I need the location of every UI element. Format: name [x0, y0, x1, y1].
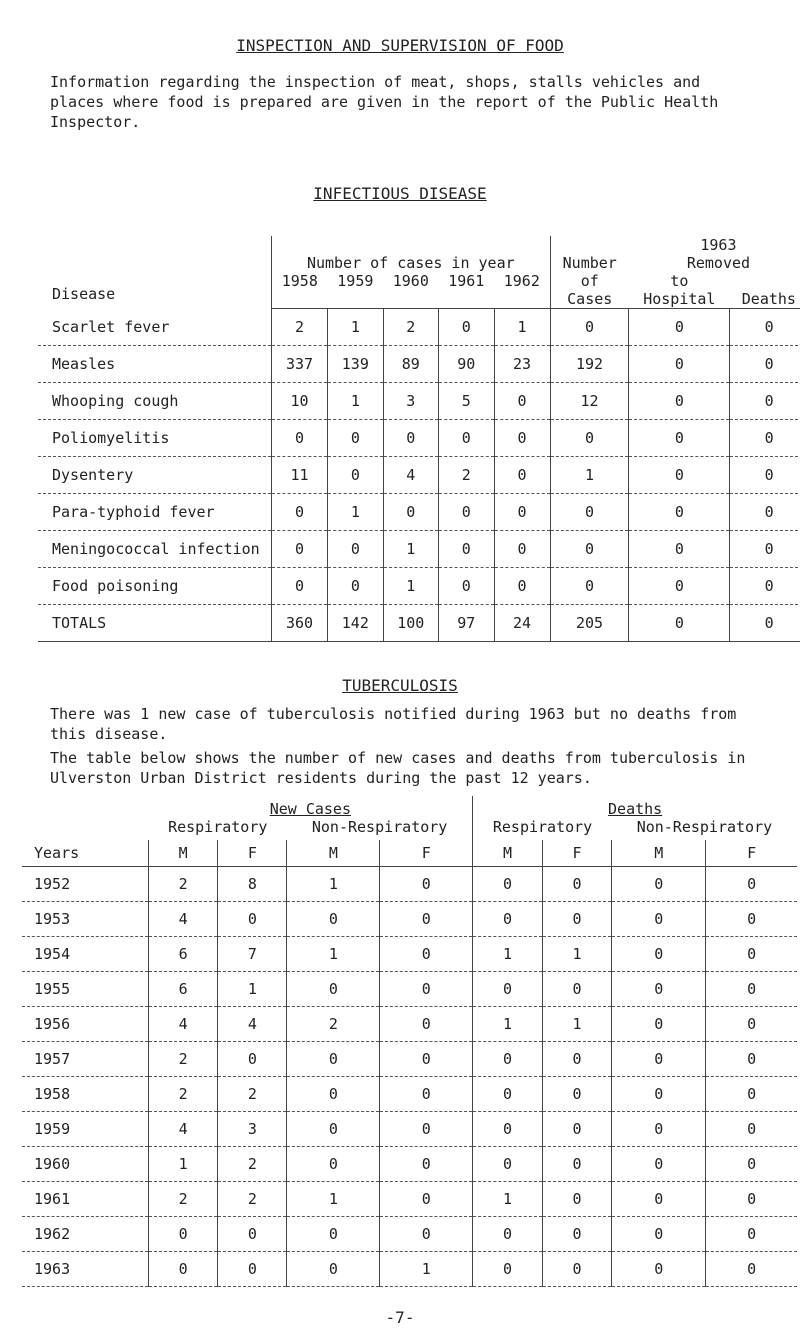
cell-value: 0 [439, 568, 494, 605]
cell-value: 0 [272, 568, 328, 605]
cell-value: 0 [730, 309, 800, 346]
cell-value: 0 [328, 420, 383, 457]
tb-cell-value: 0 [706, 1042, 797, 1077]
disease-name: Dysentery [38, 457, 272, 494]
tb-cell-value: 0 [380, 1112, 473, 1147]
tb-new-cases-header: New Cases [269, 800, 351, 818]
tb-cell-value: 0 [218, 1217, 287, 1252]
tb-cell-value: 0 [612, 1217, 706, 1252]
tb-year: 1962 [22, 1217, 149, 1252]
page-heading: INSPECTION AND SUPERVISION OF FOOD [236, 36, 564, 55]
tb-new-resp-header: Respiratory [168, 818, 268, 836]
tb-cell-value: 0 [473, 1042, 543, 1077]
tb-cell-value: 0 [612, 1182, 706, 1217]
cell-value: 1 [328, 383, 383, 420]
tb-cell-value: 1 [473, 1182, 543, 1217]
tb-cell-value: 0 [612, 972, 706, 1007]
tb-new-nonresp-header: Non-Respiratory [311, 818, 448, 836]
tb-cell-value: 0 [706, 1147, 797, 1182]
year-1960: 1960 [383, 272, 438, 309]
tb-cell-value: 0 [287, 1147, 380, 1182]
tb-cell-value: 0 [473, 1147, 543, 1182]
cell-value: 337 [272, 346, 328, 383]
tb-year: 1957 [22, 1042, 149, 1077]
tb-cell-value: 0 [218, 902, 287, 937]
tb-cell-value: 1 [287, 867, 380, 902]
cell-value: 0 [730, 568, 800, 605]
tb-cell-value: 0 [149, 1252, 218, 1287]
tb-cell-value: 8 [218, 867, 287, 902]
cell-value: 0 [730, 420, 800, 457]
tb-cell-value: 0 [706, 1252, 797, 1287]
tb-year: 1960 [22, 1147, 149, 1182]
cell-value: 139 [328, 346, 383, 383]
tb-year: 1953 [22, 902, 149, 937]
cell-value: 0 [730, 346, 800, 383]
tb-year-row [22, 937, 797, 972]
tb-cell-value: 0 [287, 1217, 380, 1252]
tb-year-row [22, 1147, 797, 1182]
cell-value: 0 [494, 568, 550, 605]
cell-value: 0 [494, 531, 550, 568]
cell-value: 0 [494, 457, 550, 494]
tb-deaths-resp-header: Respiratory [473, 818, 612, 840]
intro-paragraph: Information regarding the inspection of meat, shops, stalls vehicles and places where food is prepared are given in the report of the Public Health Inspector. [50, 73, 719, 131]
tb-m-header: M [287, 840, 380, 867]
cell-value: 0 [494, 420, 550, 457]
cell-value: 0 [550, 531, 629, 568]
cell-value: 4 [383, 457, 438, 494]
tb-cell-value: 2 [149, 867, 218, 902]
tb-cell-value: 0 [706, 902, 797, 937]
tb-year: 1956 [22, 1007, 149, 1042]
tb-f-header: F [380, 840, 473, 867]
tb-cell-value: 2 [218, 1147, 287, 1182]
tb-cell-value: 0 [612, 867, 706, 902]
cell-value: 142 [328, 605, 383, 642]
tb-cell-value: 2 [149, 1077, 218, 1112]
tb-year: 1955 [22, 972, 149, 1007]
tb-m-header: M [473, 840, 543, 867]
tb-cell-value: 0 [149, 1217, 218, 1252]
tb-year-row [22, 1182, 797, 1217]
cell-value: 205 [550, 605, 629, 642]
year-1959: 1959 [328, 272, 383, 309]
cell-value: 90 [439, 346, 494, 383]
tb-cell-value: 4 [149, 1112, 218, 1147]
infectious-disease-table [38, 236, 800, 642]
tb-cell-value: 0 [612, 1112, 706, 1147]
tb-cell-value: 0 [473, 1077, 543, 1112]
tb-cell-value: 0 [542, 1252, 612, 1287]
disease-name: TOTALS [38, 605, 272, 642]
col-cases: of Cases [550, 272, 629, 309]
disease-row [38, 383, 800, 420]
tb-cell-value: 0 [706, 867, 797, 902]
cell-value: 0 [629, 420, 730, 457]
disease-name: Measles [38, 346, 272, 383]
cell-value: 0 [629, 457, 730, 494]
tb-year-row [22, 1252, 797, 1287]
tb-cell-value: 0 [706, 972, 797, 1007]
year-1962: 1962 [494, 272, 550, 309]
tb-cell-value: 0 [473, 1112, 543, 1147]
tb-deaths-header: Deaths [473, 796, 797, 818]
tb-years-header: Years [22, 840, 149, 867]
tb-year-row [22, 1007, 797, 1042]
cell-value: 1 [550, 457, 629, 494]
tb-cell-value: 0 [542, 1147, 612, 1182]
tb-cell-value: 0 [287, 1112, 380, 1147]
cell-value: 1 [494, 309, 550, 346]
cell-value: 0 [629, 568, 730, 605]
disease-row [38, 309, 800, 346]
tb-cell-value: 0 [612, 1077, 706, 1112]
cell-value: 23 [494, 346, 550, 383]
tb-cell-value: 0 [612, 1042, 706, 1077]
tb-cell-value: 0 [542, 902, 612, 937]
tb-cell-value: 0 [473, 1252, 543, 1287]
tb-cell-value: 0 [612, 902, 706, 937]
cell-value: 3 [383, 383, 438, 420]
cell-value: 2 [439, 457, 494, 494]
cell-value: 0 [730, 457, 800, 494]
tb-cell-value: 0 [380, 902, 473, 937]
tuberculosis-title: TUBERCULOSIS [342, 676, 458, 695]
cell-value: 0 [550, 494, 629, 531]
cell-value: 0 [383, 494, 438, 531]
tb-cell-value: 4 [218, 1007, 287, 1042]
tb-cell-value: 2 [149, 1182, 218, 1217]
tb-cell-value: 1 [218, 972, 287, 1007]
cell-value: 1 [383, 531, 438, 568]
cell-value: 0 [328, 568, 383, 605]
tb-year: 1961 [22, 1182, 149, 1217]
cell-value: 0 [730, 383, 800, 420]
tb-cell-value: 0 [287, 1077, 380, 1112]
disease-row [38, 568, 800, 605]
totals-row [38, 605, 800, 642]
tb-cell-value: 0 [380, 1147, 473, 1182]
cell-value: 2 [383, 309, 438, 346]
tb-deaths-nonresp-header: Non-Respiratory [636, 818, 773, 836]
tb-year: 1954 [22, 937, 149, 972]
cell-value: 0 [439, 531, 494, 568]
tb-cell-value: 0 [218, 1252, 287, 1287]
disease-name: Poliomyelitis [38, 420, 272, 457]
tb-cell-value: 1 [473, 937, 543, 972]
tb-cell-value: 1 [542, 1007, 612, 1042]
tb-year-row [22, 972, 797, 1007]
disease-row [38, 346, 800, 383]
tb-year-row [22, 1042, 797, 1077]
tb-year-row [22, 1112, 797, 1147]
tb-year: 1952 [22, 867, 149, 902]
cell-value: 0 [550, 420, 629, 457]
cell-value: 1 [328, 494, 383, 531]
page-number: -7- [385, 1308, 415, 1327]
tb-cell-value: 0 [287, 1042, 380, 1077]
tb-cell-value: 0 [473, 867, 543, 902]
tb-f-header: F [706, 840, 797, 867]
cell-value: 0 [272, 494, 328, 531]
tb-cell-value: 0 [380, 1182, 473, 1217]
cell-value: 0 [494, 494, 550, 531]
cell-value: 0 [383, 420, 438, 457]
col-deaths: Deaths [730, 272, 800, 309]
tb-cell-value: 0 [473, 902, 543, 937]
tuberculosis-table [22, 796, 797, 1287]
tb-cell-value: 0 [706, 1007, 797, 1042]
tb-cell-value: 2 [218, 1182, 287, 1217]
tb-cell-value: 0 [542, 1042, 612, 1077]
cell-value: 97 [439, 605, 494, 642]
tb-cell-value: 0 [473, 972, 543, 1007]
tb-year-row [22, 1217, 797, 1252]
tb-cell-value: 0 [542, 867, 612, 902]
tb-cell-value: 0 [473, 1217, 543, 1252]
tb-cell-value: 0 [612, 1007, 706, 1042]
cell-value: 360 [272, 605, 328, 642]
cell-value: 12 [550, 383, 629, 420]
tb-cell-value: 1 [287, 1182, 380, 1217]
cell-value: 0 [730, 531, 800, 568]
tb-cell-value: 0 [380, 1217, 473, 1252]
disease-row [38, 494, 800, 531]
tb-year: 1958 [22, 1077, 149, 1112]
tb-cell-value: 0 [287, 972, 380, 1007]
cell-value: 0 [629, 494, 730, 531]
tb-cell-value: 0 [612, 1252, 706, 1287]
tb-cell-value: 4 [149, 1007, 218, 1042]
tb-f-header: F [542, 840, 612, 867]
cell-value: 0 [730, 494, 800, 531]
tb-cell-value: 0 [380, 972, 473, 1007]
tb-cell-value: 0 [706, 1217, 797, 1252]
cell-value: 0 [328, 457, 383, 494]
year-1958: 1958 [272, 272, 328, 309]
disease-name: Scarlet fever [38, 309, 272, 346]
cell-value: 1 [383, 568, 438, 605]
tb-cell-value: 0 [218, 1042, 287, 1077]
tb-cell-value: 0 [542, 1217, 612, 1252]
cell-value: 0 [550, 568, 629, 605]
cell-value: 5 [439, 383, 494, 420]
cell-value: 0 [629, 346, 730, 383]
tb-cell-value: 0 [287, 902, 380, 937]
col-disease: Disease [52, 284, 116, 303]
tb-cell-value: 3 [218, 1112, 287, 1147]
tb-cell-value: 0 [380, 1077, 473, 1112]
cell-value: 2 [272, 309, 328, 346]
cell-value: 100 [383, 605, 438, 642]
infectious-disease-title: INFECTIOUS DISEASE [313, 184, 487, 203]
tb-cell-value: 0 [542, 1077, 612, 1112]
cell-value: 0 [550, 309, 629, 346]
tb-cell-value: 0 [706, 937, 797, 972]
col-1963-group: 1963 Removed [686, 236, 751, 272]
year-1961: 1961 [439, 272, 494, 309]
disease-row [38, 531, 800, 568]
tb-cell-value: 1 [473, 1007, 543, 1042]
tb-year: 1963 [22, 1252, 149, 1287]
tb-cell-value: 0 [612, 937, 706, 972]
col-cases-in-year: Number of cases in year [272, 236, 551, 272]
tb-m-header: M [149, 840, 218, 867]
tb-paragraph-2: The table below shows the number of new cases and deaths from tuberculosis in Ulverston Urban District residents during the past 12 years. [50, 749, 746, 787]
tb-cell-value: 1 [149, 1147, 218, 1182]
tb-cell-value: 0 [380, 937, 473, 972]
col-to-hospital: to Hospital [629, 272, 730, 309]
col-number-of: Number [550, 236, 629, 272]
cell-value: 0 [272, 531, 328, 568]
cell-value: 0 [328, 531, 383, 568]
cell-value: 0 [629, 531, 730, 568]
disease-name: Meningococcal infection [38, 531, 272, 568]
disease-name: Food poisoning [38, 568, 272, 605]
tb-cell-value: 0 [542, 1112, 612, 1147]
tb-cell-value: 0 [380, 1007, 473, 1042]
tb-year: 1959 [22, 1112, 149, 1147]
tb-year-row [22, 867, 797, 902]
cell-value: 89 [383, 346, 438, 383]
tb-cell-value: 1 [287, 937, 380, 972]
tb-cell-value: 1 [380, 1252, 473, 1287]
tb-cell-value: 2 [218, 1077, 287, 1112]
tb-cell-value: 2 [149, 1042, 218, 1077]
tb-paragraph-1: There was 1 new case of tuberculosis notified during 1963 but no deaths from this disease. [50, 705, 737, 743]
cell-value: 10 [272, 383, 328, 420]
cell-value: 0 [272, 420, 328, 457]
tb-cell-value: 4 [149, 902, 218, 937]
tb-cell-value: 0 [380, 1042, 473, 1077]
tb-cell-value: 2 [287, 1007, 380, 1042]
tb-cell-value: 0 [380, 867, 473, 902]
tb-cell-value: 0 [706, 1077, 797, 1112]
cell-value: 0 [730, 605, 800, 642]
cell-value: 0 [439, 309, 494, 346]
disease-row [38, 420, 800, 457]
tb-f-header: F [218, 840, 287, 867]
tb-cell-value: 0 [542, 972, 612, 1007]
tb-year-row [22, 902, 797, 937]
tb-cell-value: 6 [149, 937, 218, 972]
cell-value: 1 [328, 309, 383, 346]
disease-name: Para-typhoid fever [38, 494, 272, 531]
cell-value: 24 [494, 605, 550, 642]
tb-cell-value: 0 [612, 1147, 706, 1182]
disease-row [38, 457, 800, 494]
cell-value: 192 [550, 346, 629, 383]
cell-value: 11 [272, 457, 328, 494]
tb-cell-value: 0 [706, 1182, 797, 1217]
cell-value: 0 [629, 605, 730, 642]
tb-cell-value: 0 [287, 1252, 380, 1287]
cell-value: 0 [439, 494, 494, 531]
tb-cell-value: 7 [218, 937, 287, 972]
tb-m-header: M [612, 840, 706, 867]
cell-value: 0 [629, 383, 730, 420]
tb-cell-value: 0 [706, 1112, 797, 1147]
cell-value: 0 [439, 420, 494, 457]
disease-name: Whooping cough [38, 383, 272, 420]
tb-cell-value: 1 [542, 937, 612, 972]
cell-value: 0 [629, 309, 730, 346]
tb-cell-value: 6 [149, 972, 218, 1007]
cell-value: 0 [494, 383, 550, 420]
tb-year-row [22, 1077, 797, 1112]
tb-cell-value: 0 [542, 1182, 612, 1217]
